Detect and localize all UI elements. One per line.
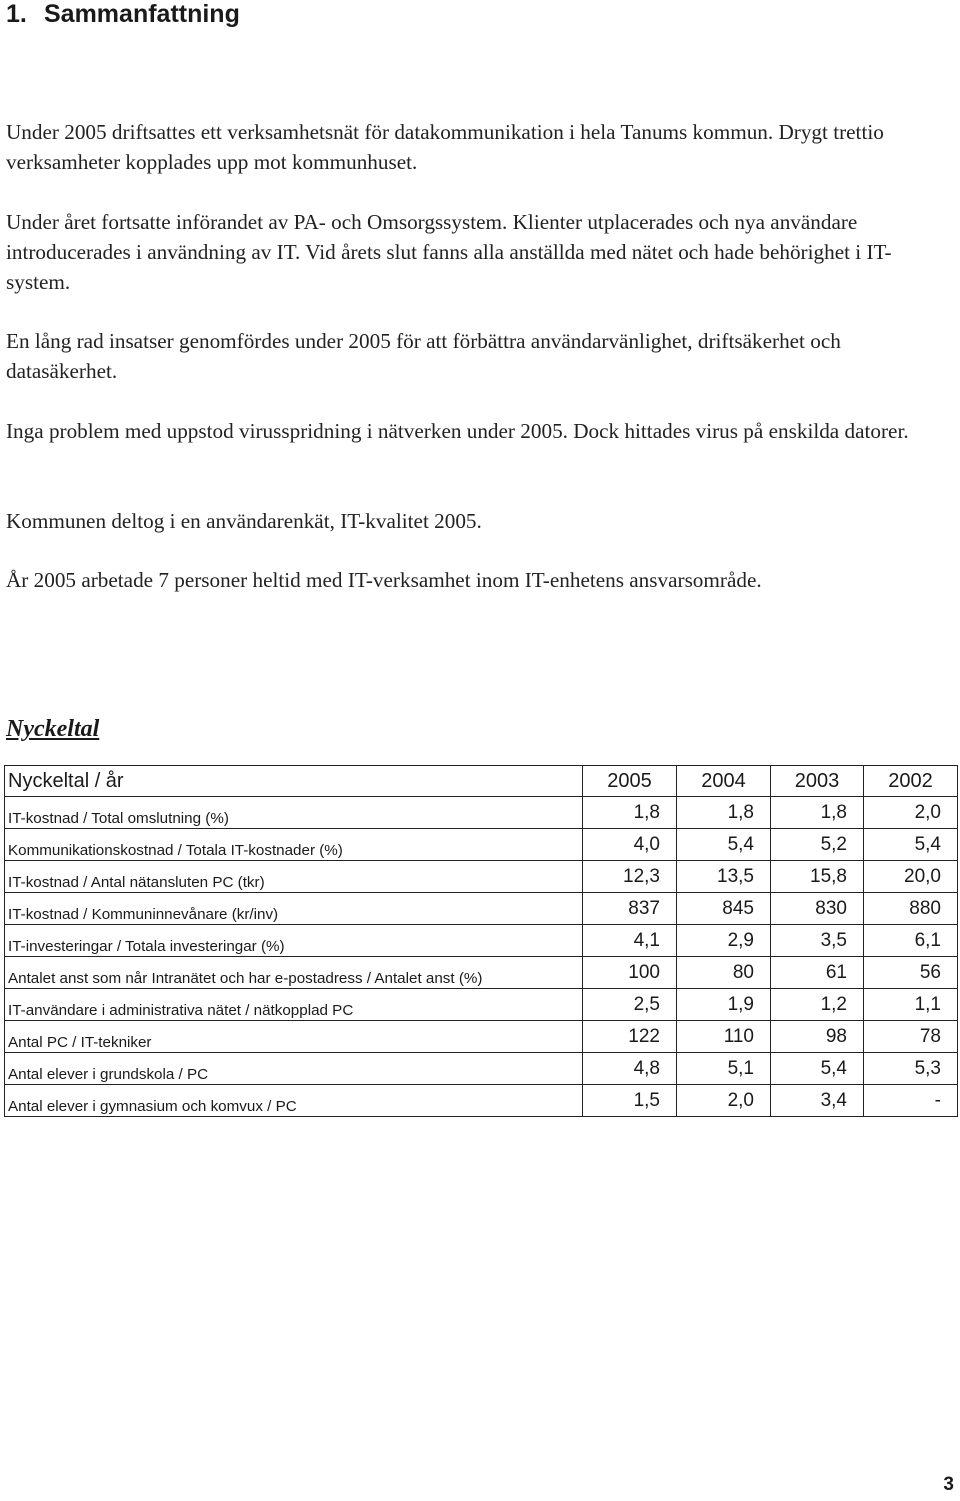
section-heading [6,0,240,34]
row-label: IT-kostnad / Total omslutning (%) [5,797,583,829]
value-2003: 3,4 [771,1085,864,1117]
paragraph-systems: Under året fortsatte införandet av PA- och Omsorgssystem. Klienter utplacerades och nya användare introducerades i användning av IT. Vid årets slut fanns alla anställda med nätet och hade behörighet i IT-system. [6,210,892,294]
paragraph-staff: År 2005 arbetade 7 personer heltid med IT-verksamhet inom IT-enhetens ansvarsområde. [6,568,762,592]
value-2003: 15,8 [771,861,864,893]
value-2002: 78 [864,1021,958,1053]
table-row [5,1021,958,1053]
nyckeltal-table [4,765,958,1117]
row-label: IT-användare i administrativa nätet / nätkopplad PC [5,989,583,1021]
value-2002: 56 [864,957,958,989]
value-2004: 2,9 [677,925,771,957]
value-2002: - [864,1085,958,1117]
value-2003: 1,2 [771,989,864,1021]
value-2004: 1,9 [677,989,771,1021]
value-2004: 2,0 [677,1085,771,1117]
paragraph-virus: Inga problem med uppstod virusspridning i nätverken under 2005. Dock hittades virus på enskilda datorer. [6,419,909,443]
section-number: 1. [6,0,27,28]
row-label: Antal elever i gymnasium och komvux / PC [5,1085,583,1117]
value-2005: 2,5 [583,989,677,1021]
table-row [5,829,958,861]
table-header-row [5,766,958,797]
row-label: IT-kostnad / Antal nätansluten PC (tkr) [5,861,583,893]
value-2004: 845 [677,893,771,925]
value-2005: 100 [583,957,677,989]
value-2004: 110 [677,1021,771,1053]
value-2004: 80 [677,957,771,989]
value-2005: 4,0 [583,829,677,861]
value-2005: 12,3 [583,861,677,893]
value-2004: 1,8 [677,797,771,829]
row-label: Kommunikationskostnad / Totala IT-kostnader (%) [5,829,583,861]
value-2005: 837 [583,893,677,925]
row-label: IT-kostnad / Kommuninnevånare (kr/inv) [5,893,583,925]
value-2003: 5,4 [771,1053,864,1085]
table-row [5,925,958,957]
header-year-2005: 2005 [583,766,677,797]
value-2003: 1,8 [771,797,864,829]
page-number: 3 [943,1474,954,1495]
value-2002: 2,0 [864,797,958,829]
value-2002: 5,4 [864,829,958,861]
value-2003: 5,2 [771,829,864,861]
row-label: Antal PC / IT-tekniker [5,1021,583,1053]
value-2002: 5,3 [864,1053,958,1085]
value-2005: 1,8 [583,797,677,829]
value-2003: 61 [771,957,864,989]
paragraph-improvements: En lång rad insatser genomfördes under 2005 för att förbättra användarvänlighet, driftsäkerhet och datasäkerhet. [6,329,841,383]
row-label: Antalet anst som når Intranätet och har e-postadress / Antalet anst (%) [5,957,583,989]
value-2003: 98 [771,1021,864,1053]
header-year-2002: 2002 [864,766,958,797]
value-2002: 1,1 [864,989,958,1021]
value-2004: 5,1 [677,1053,771,1085]
table-row [5,861,958,893]
nyckeltal-heading: Nyckeltal [6,716,100,742]
value-2005: 4,8 [583,1053,677,1085]
row-label: Antal elever i grundskola / PC [5,1053,583,1085]
value-2003: 3,5 [771,925,864,957]
header-year-2003: 2003 [771,766,864,797]
value-2005: 1,5 [583,1085,677,1117]
table-row [5,1053,958,1085]
section-title: Sammanfattning [44,0,240,28]
header-year-2004: 2004 [677,766,771,797]
header-label: Nyckeltal / år [5,766,583,797]
row-label: IT-investeringar / Totala investeringar (%) [5,925,583,957]
table-row [5,957,958,989]
value-2005: 122 [583,1021,677,1053]
value-2002: 880 [864,893,958,925]
table-row [5,1085,958,1117]
value-2003: 830 [771,893,864,925]
table-row [5,797,958,829]
paragraph-network: Under 2005 driftsattes ett verksamhetsnät för datakommunikation i hela Tanums kommun. Drygt trettio verksamheter kopplades upp mot kommunhuset. [6,120,884,174]
value-2004: 5,4 [677,829,771,861]
value-2005: 4,1 [583,925,677,957]
table-row [5,893,958,925]
paragraph-survey: Kommunen deltog i en användarenkät, IT-kvalitet 2005. [6,509,482,533]
table-row [5,989,958,1021]
value-2002: 6,1 [864,925,958,957]
value-2004: 13,5 [677,861,771,893]
value-2002: 20,0 [864,861,958,893]
